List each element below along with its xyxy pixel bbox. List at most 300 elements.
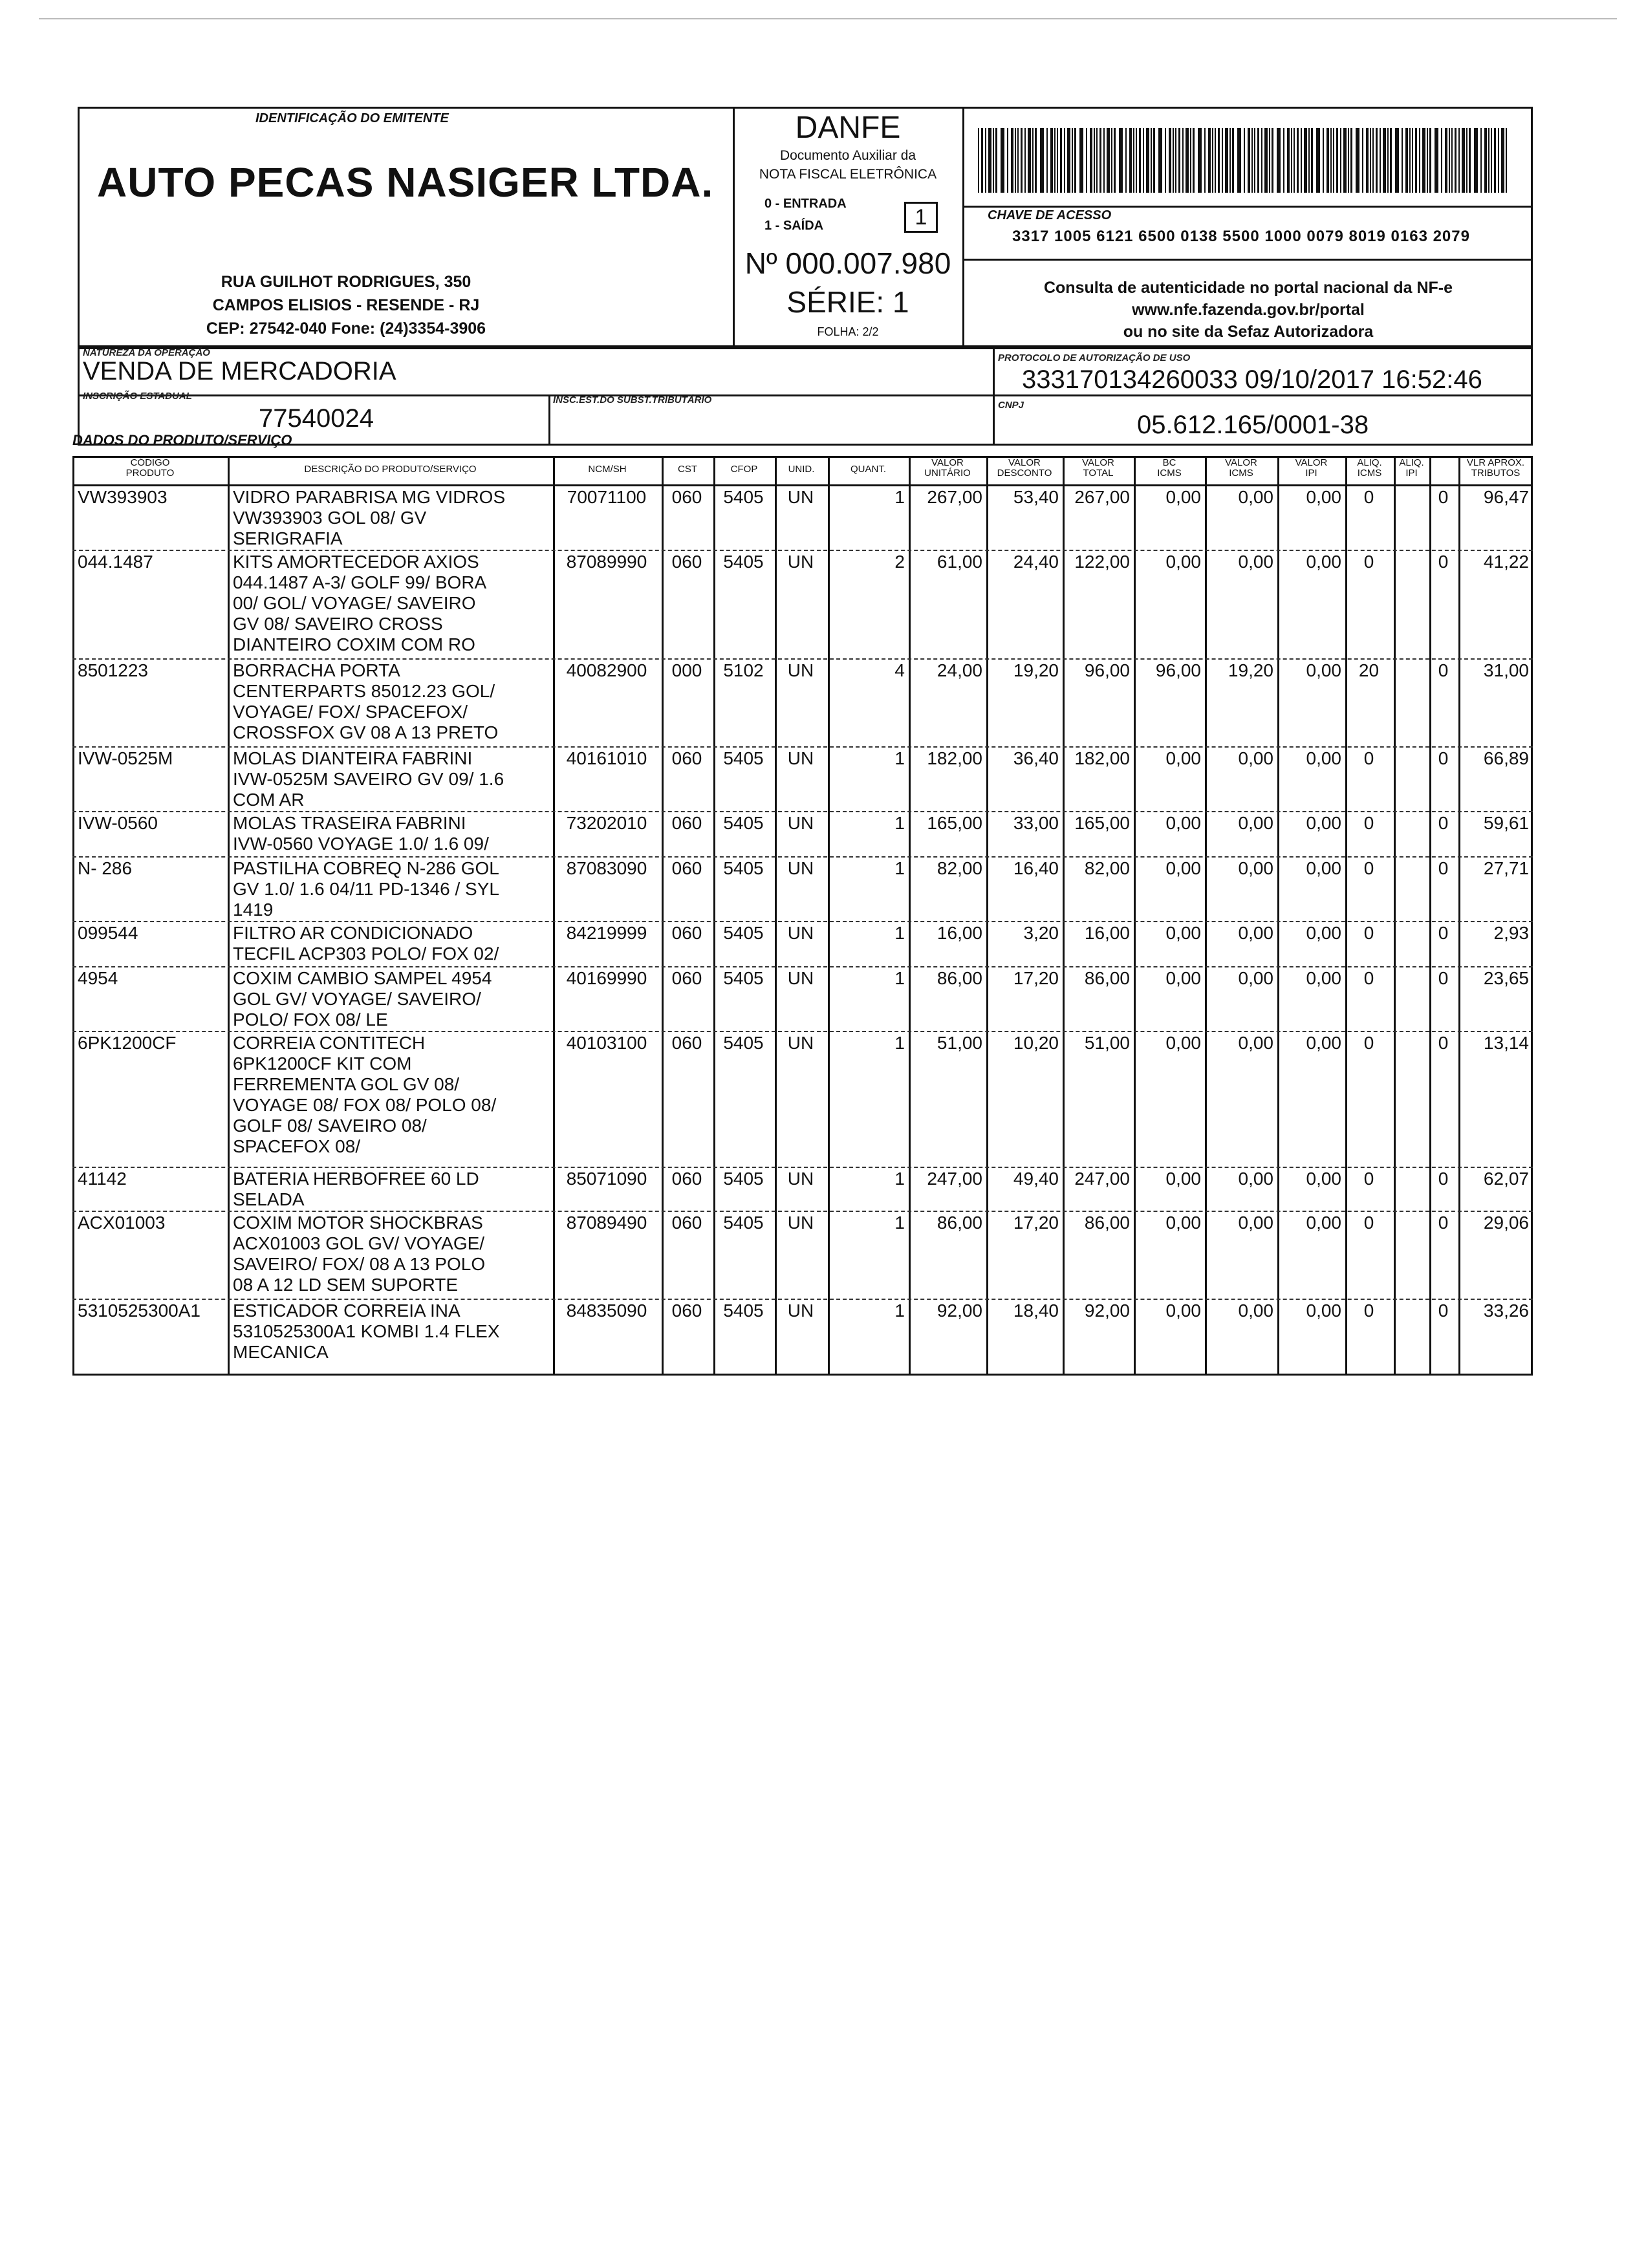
cell-vunit: 82,00 — [937, 858, 982, 878]
cell-ncm: 40103100 — [566, 1033, 647, 1053]
cell-vunit: 86,00 — [937, 1213, 982, 1233]
chave-bottom-line — [962, 259, 1533, 261]
barcode-bar — [1283, 128, 1284, 193]
cell-bc: 0,00 — [1165, 1213, 1201, 1233]
cell-codigo: IVW-0525M — [78, 748, 173, 768]
column-divider — [228, 456, 230, 1376]
cell-bc: 0,00 — [1165, 813, 1201, 833]
barcode-bar — [1158, 128, 1162, 193]
barcode-bar — [1064, 128, 1065, 193]
cell-bc: 0,00 — [1165, 858, 1201, 878]
cell-vdesc: 3,20 — [1023, 923, 1059, 943]
emitente-section-label: IDENTIFICAÇÃO DO EMITENTE — [255, 111, 449, 125]
barcode-bar — [1484, 128, 1487, 193]
cell-aicms: 20 — [1358, 660, 1380, 680]
row-separator — [72, 811, 1533, 812]
header-descricao: DESCRIÇÃO DO PRODUTO/SERVIÇO — [304, 464, 477, 475]
barcode-bar — [1308, 128, 1310, 193]
cell-bc: 0,00 — [1165, 1033, 1201, 1053]
barcode-bar — [1301, 128, 1302, 193]
barcode-bar — [1017, 128, 1019, 193]
barcode-bar — [1096, 128, 1098, 193]
consulta-line3: ou no site da Sefaz Autorizadora — [1123, 323, 1374, 341]
cell-codigo: 4954 — [78, 968, 118, 988]
cell-descricao-line: 08 A 12 LD SEM SUPORTE — [233, 1275, 459, 1295]
barcode-bar — [1099, 128, 1101, 193]
barcode-bar — [1193, 128, 1195, 193]
column-divider — [553, 456, 555, 1376]
cell-unid: UN — [787, 487, 814, 507]
cell-codigo: 6PK1200CF — [78, 1033, 177, 1053]
cell-aicms: 0 — [1363, 1213, 1374, 1233]
header-vdesc-line1: VALOR — [1008, 457, 1041, 468]
header-vdesc-line2: DESCONTO — [997, 468, 1052, 479]
barcode-bar — [1494, 128, 1496, 193]
header-tributos — [1458, 458, 1533, 479]
barcode-bar — [1153, 128, 1155, 193]
cnpj-value: 05.612.165/0001-38 — [1137, 411, 1369, 439]
cell-unid: UN — [787, 1301, 814, 1321]
cell-unid: UN — [787, 1213, 814, 1233]
emitente-address — [97, 270, 595, 340]
cell-vipi: 0,00 — [1306, 813, 1341, 833]
cell-vdesc: 17,20 — [1013, 968, 1059, 988]
barcode-bar — [1395, 128, 1399, 193]
cell-vunit: 16,00 — [937, 923, 982, 943]
barcode-bar — [988, 128, 991, 193]
barcode-bar — [1198, 128, 1202, 193]
cell-cst: 060 — [671, 748, 702, 768]
entrada-option: 0 - ENTRADA — [764, 197, 847, 211]
barcode-bar — [1111, 128, 1112, 193]
cell-trib: 13,14 — [1483, 1033, 1529, 1053]
row-separator — [72, 1031, 1533, 1032]
cell-vunit: 61,00 — [937, 552, 982, 572]
cell-unid: UN — [787, 858, 814, 878]
column-divider — [909, 456, 911, 1376]
header-vipi-line1: VALOR — [1295, 457, 1328, 468]
cell-descricao-line: 5310525300A1 KOMBI 1.4 FLEX — [233, 1321, 500, 1341]
barcode-bar — [981, 128, 983, 193]
cell-bc: 0,00 — [1165, 968, 1201, 988]
cell-codigo: 41142 — [78, 1169, 127, 1189]
column-divider — [1277, 456, 1279, 1376]
barcode-bar — [1015, 128, 1016, 193]
natureza-value: VENDA DE MERCADORIA — [83, 357, 396, 385]
barcode-bar — [1261, 128, 1262, 193]
cell-vtot: 16,00 — [1084, 923, 1130, 943]
header-quant: QUANT. — [850, 464, 886, 475]
cell-vtot: 122,00 — [1074, 552, 1130, 572]
barcode-bar — [1035, 128, 1037, 193]
barcode-bar — [1057, 128, 1058, 193]
header-vtot-line1: VALOR — [1082, 457, 1114, 468]
barcode-bar — [1103, 128, 1105, 193]
cell-vdesc: 10,20 — [1013, 1033, 1059, 1053]
barcode-bar — [1348, 128, 1349, 193]
barcode-bar — [1409, 128, 1411, 193]
cell-descricao-line: CROSSFOX GV 08 A 13 PRETO — [233, 722, 499, 742]
cell-aipi: 0 — [1438, 660, 1449, 680]
barcode-bar — [1054, 128, 1056, 193]
barcode-bar — [1218, 128, 1220, 193]
barcode-bar — [1277, 128, 1281, 193]
column-divider — [662, 456, 664, 1376]
nota-serie: SÉRIE: 1 — [786, 285, 909, 319]
barcode-bar — [1125, 128, 1127, 193]
cell-descricao-line: 6PK1200CF KIT COM — [233, 1053, 412, 1074]
barcode-bar — [1254, 128, 1255, 193]
cell-vicms: 0,00 — [1238, 1213, 1273, 1233]
column-divider — [1205, 456, 1207, 1376]
consulta-url: www.nfe.fazenda.gov.br/portal — [1132, 301, 1365, 319]
barcode-bar — [1175, 128, 1176, 193]
cell-ncm: 87089490 — [566, 1213, 647, 1233]
cell-descricao-line: COXIM MOTOR SHOCKBRAS — [233, 1213, 483, 1233]
barcode-bar — [1257, 128, 1259, 193]
barcode-bar — [1173, 128, 1174, 193]
cell-vipi: 0,00 — [1306, 487, 1341, 507]
barcode-bar — [1297, 128, 1299, 193]
cell-cfop: 5405 — [723, 1033, 764, 1053]
barcode-bar — [1222, 128, 1223, 193]
cell-cst: 060 — [671, 858, 702, 878]
column-divider — [828, 456, 830, 1376]
cell-quant: 1 — [894, 858, 905, 878]
cell-unid: UN — [787, 813, 814, 833]
cell-bc: 0,00 — [1165, 1301, 1201, 1321]
cell-unid: UN — [787, 923, 814, 943]
header-bc-line2: ICMS — [1157, 468, 1182, 479]
barcode-bar — [1264, 128, 1268, 193]
header-trib-line2: TRIBUTOS — [1471, 468, 1521, 479]
danfe-title: DANFE — [795, 111, 901, 145]
cell-cfop: 5405 — [723, 1169, 764, 1189]
cell-aipi: 0 — [1438, 1169, 1449, 1189]
cell-vdesc: 36,40 — [1013, 748, 1059, 768]
cell-bc: 0,00 — [1165, 748, 1201, 768]
cell-vtot: 86,00 — [1084, 1213, 1130, 1233]
chave-acesso-label: CHAVE DE ACESSO — [988, 208, 1112, 222]
cell-descricao-line: BATERIA HERBOFREE 60 LD — [233, 1169, 479, 1189]
cell-trib: 29,06 — [1483, 1213, 1529, 1233]
header-vicms-line2: ICMS — [1229, 468, 1253, 479]
cell-vtot: 82,00 — [1084, 858, 1130, 878]
row-separator — [72, 550, 1533, 551]
barcode-bar — [1412, 128, 1413, 193]
cell-ncm: 84835090 — [566, 1301, 647, 1321]
header-vunit-line2: UNITÁRIO — [924, 468, 971, 479]
cell-cst: 060 — [671, 968, 702, 988]
barcode-bar — [1445, 128, 1447, 193]
cell-cst: 060 — [671, 552, 702, 572]
cell-aipi: 0 — [1438, 968, 1449, 988]
barcode-bar — [1182, 128, 1184, 193]
cell-cfop: 5405 — [723, 1301, 764, 1321]
header-valor-icms — [1205, 458, 1277, 479]
cell-aipi: 0 — [1438, 858, 1449, 878]
barcode-bar — [1107, 128, 1110, 193]
barcode-bar — [1165, 128, 1166, 193]
cell-aicms: 0 — [1363, 813, 1374, 833]
cell-aicms: 0 — [1363, 552, 1374, 572]
column-divider — [1063, 456, 1065, 1376]
row-separator — [72, 746, 1533, 748]
tipo-operacao-legend — [764, 193, 847, 237]
barcode-bar — [1383, 128, 1386, 193]
header-codigo — [72, 458, 228, 479]
cell-vicms: 0,00 — [1238, 1301, 1273, 1321]
cell-aicms: 0 — [1363, 1033, 1374, 1053]
cell-descricao-line: GV 1.0/ 1.6 04/11 PD-1346 / SYL — [233, 879, 499, 899]
cell-vunit: 86,00 — [937, 968, 982, 988]
cell-codigo: IVW-0560 — [78, 813, 158, 833]
barcode-bar — [978, 128, 979, 193]
barcode-bar — [1269, 128, 1270, 193]
cell-codigo: 099544 — [78, 923, 138, 943]
cell-vdesc: 49,40 — [1013, 1169, 1059, 1189]
barcode-bar — [1225, 128, 1228, 193]
cell-vipi: 0,00 — [1306, 968, 1341, 988]
column-divider — [1134, 456, 1136, 1376]
barcode-bar — [1021, 128, 1023, 193]
barcode-bar — [1237, 128, 1241, 193]
cell-unid: UN — [787, 1169, 814, 1189]
inscricao-estadual-label: INSCRIÇÃO ESTADUAL — [83, 391, 192, 402]
cell-ncm: 70071100 — [567, 487, 647, 507]
saida-option: 1 - SAÍDA — [764, 219, 824, 233]
cell-aipi: 0 — [1438, 813, 1449, 833]
cell-ncm: 87083090 — [566, 858, 647, 878]
barcode-bar — [1469, 128, 1471, 193]
barcode-bar — [1323, 128, 1324, 193]
row-separator — [72, 966, 1533, 967]
insc-subst-tributario-label: INSC.EST.DO SUBST.TRIBUTÁRIO — [553, 394, 712, 405]
cell-cfop: 5102 — [723, 660, 764, 680]
barcode-bar — [1390, 128, 1392, 193]
header-cfop: CFOP — [730, 464, 758, 475]
barcode-bar — [1067, 128, 1070, 193]
barcode-bar — [1079, 128, 1083, 193]
cell-vdesc: 17,20 — [1013, 1213, 1059, 1233]
cell-descricao-line: FILTRO AR CONDICIONADO — [233, 923, 473, 943]
cell-aipi: 0 — [1438, 923, 1449, 943]
cell-vicms: 0,00 — [1238, 748, 1273, 768]
cell-descricao-line: IVW-0560 VOYAGE 1.0/ 1.6 09/ — [233, 834, 489, 854]
header-aicms-line2: ICMS — [1357, 468, 1382, 479]
barcode-bar — [1501, 128, 1504, 193]
barcode-bar — [1204, 128, 1206, 193]
cell-trib: 62,07 — [1483, 1169, 1529, 1189]
barcode-bar — [1190, 128, 1191, 193]
barcode-bar — [1343, 128, 1347, 193]
barcode-bar — [1330, 128, 1332, 193]
cell-vipi: 0,00 — [1306, 1169, 1341, 1189]
cell-descricao-line: FERREMENTA GOL GV 08/ — [233, 1074, 460, 1094]
cell-vipi: 0,00 — [1306, 552, 1341, 572]
cell-trib: 27,71 — [1483, 858, 1529, 878]
inscricao-estadual-value: 77540024 — [259, 404, 374, 433]
cell-descricao-line: IVW-0525M SAVEIRO GV 09/ 1.6 — [233, 769, 504, 789]
cell-vipi: 0,00 — [1306, 1033, 1341, 1053]
cell-descricao-line: BORRACHA PORTA — [233, 660, 400, 680]
cell-descricao-line: GOL GV/ VOYAGE/ SAVEIRO/ — [233, 989, 481, 1009]
cell-codigo: VW393903 — [78, 487, 168, 507]
column-divider — [1429, 456, 1431, 1376]
barcode-bar — [1362, 128, 1363, 193]
cell-aicms: 0 — [1363, 1301, 1374, 1321]
cell-bc: 0,00 — [1165, 487, 1201, 507]
cell-vtot: 92,00 — [1084, 1301, 1130, 1321]
header-vunit-line1: VALOR — [931, 457, 964, 468]
cell-descricao-line: SERIGRAFIA — [233, 528, 343, 548]
cell-vdesc: 24,40 — [1013, 552, 1059, 572]
cell-vicms: 0,00 — [1238, 1033, 1273, 1053]
barcode-bar — [1072, 128, 1073, 193]
cell-ncm: 87089990 — [566, 552, 647, 572]
cell-vunit: 267,00 — [927, 487, 982, 507]
cell-cfop: 5405 — [723, 748, 764, 768]
cell-cst: 060 — [671, 1033, 702, 1053]
cell-cfop: 5405 — [723, 487, 764, 507]
cell-trib: 41,22 — [1483, 552, 1529, 572]
barcode-bar — [1208, 128, 1211, 193]
cell-descricao-line: CENTERPARTS 85012.23 GOL/ — [233, 681, 495, 701]
barcode-bar — [1229, 128, 1231, 193]
header-vtot — [1063, 458, 1134, 479]
cell-cst: 060 — [671, 487, 702, 507]
header-aicms-line1: ALIQ. — [1357, 457, 1382, 468]
barcode-bar — [1419, 128, 1420, 193]
barcode-bar — [1001, 128, 1004, 193]
nota-folha: FOLHA: 2/2 — [817, 325, 879, 338]
barcode-bar — [1311, 128, 1313, 193]
produtos-header-bottom — [72, 484, 1533, 486]
cell-cst: 000 — [671, 660, 702, 680]
cell-aicms: 0 — [1363, 1169, 1374, 1189]
cell-vtot: 51,00 — [1084, 1033, 1130, 1053]
barcode-bar — [1129, 128, 1132, 193]
barcode-bar — [1090, 128, 1092, 193]
cell-descricao-line: VOYAGE 08/ FOX 08/ POLO 08/ — [233, 1095, 497, 1115]
cell-trib: 2,93 — [1493, 923, 1529, 943]
cell-descricao-line: GOLF 08/ SAVEIRO 08/ — [233, 1116, 427, 1136]
cell-codigo: 5310525300A1 — [78, 1301, 200, 1321]
header-vtot-line2: TOTAL — [1083, 468, 1114, 479]
barcode-bar — [1455, 128, 1456, 193]
tipo-operacao-value: 1 — [904, 202, 938, 233]
cell-aicms: 0 — [1363, 858, 1374, 878]
barcode-bar — [1232, 128, 1234, 193]
header-bc-line1: BC — [1162, 457, 1176, 468]
barcode-bar — [1032, 128, 1034, 193]
cell-vdesc: 16,40 — [1013, 858, 1059, 878]
cell-descricao-line: MOLAS DIANTEIRA FABRINI — [233, 748, 473, 768]
header-ncm: NCM/SH — [588, 464, 627, 475]
cell-cst: 060 — [671, 1301, 702, 1321]
header-cst: CST — [678, 464, 697, 475]
barcode-bar — [1376, 128, 1378, 193]
barcode-bar — [1151, 128, 1152, 193]
cell-vunit: 51,00 — [937, 1033, 982, 1053]
natureza-label: NATUREZA DA OPERAÇÃO — [83, 347, 210, 358]
cell-quant: 1 — [894, 1301, 905, 1321]
header-codigo-line1: CÓDIGO — [130, 457, 170, 468]
cell-ncm: 40082900 — [566, 660, 647, 680]
barcode-bar — [1415, 128, 1417, 193]
barcode-bar — [1024, 128, 1026, 193]
cell-descricao-line: COXIM CAMBIO SAMPEL 4954 — [233, 968, 492, 988]
cell-vunit: 182,00 — [927, 748, 982, 768]
barcode-bar — [1488, 128, 1489, 193]
barcode-bar — [1146, 128, 1149, 193]
cell-trib: 23,65 — [1483, 968, 1529, 988]
barcode-bar — [1244, 128, 1245, 193]
barcode-bar — [1086, 128, 1087, 193]
chave-acesso-value: 3317 1005 6121 6500 0138 5500 1000 0079 8019 0163 2079 — [1012, 228, 1470, 245]
barcode-bar — [1491, 128, 1492, 193]
cell-cfop: 5405 — [723, 923, 764, 943]
cell-aipi: 0 — [1438, 487, 1449, 507]
column-divider — [713, 456, 715, 1376]
barcode-bar — [1119, 128, 1123, 193]
cell-unid: UN — [787, 552, 814, 572]
cell-vunit: 24,00 — [937, 660, 982, 680]
cell-vtot: 182,00 — [1074, 748, 1130, 768]
cell-unid: UN — [787, 1033, 814, 1053]
barcode-bar — [1251, 128, 1253, 193]
cell-vdesc: 19,20 — [1013, 660, 1059, 680]
row-separator — [72, 1299, 1533, 1300]
cell-vunit: 165,00 — [927, 813, 982, 833]
cell-aipi: 0 — [1438, 748, 1449, 768]
cell-vipi: 0,00 — [1306, 858, 1341, 878]
cell-codigo: 8501223 — [78, 660, 149, 680]
barcode-bar — [1498, 128, 1499, 193]
cell-quant: 1 — [894, 968, 905, 988]
cell-unid: UN — [787, 660, 814, 680]
barcode-bar — [1060, 128, 1062, 193]
barcode-bar — [1435, 128, 1438, 193]
nota-numero: Nº 000.007.980 — [744, 246, 951, 280]
cell-vicms: 0,00 — [1238, 487, 1273, 507]
operacao-row-divider — [78, 394, 1533, 396]
cell-vdesc: 18,40 — [1013, 1301, 1059, 1321]
header-vicms-line1: VALOR — [1225, 457, 1257, 468]
cell-vipi: 0,00 — [1306, 1213, 1341, 1233]
cell-quant: 4 — [894, 660, 905, 680]
barcode-bar — [1074, 128, 1076, 193]
cell-ncm: 85071090 — [566, 1169, 647, 1189]
row-separator — [72, 856, 1533, 858]
barcode-bar — [1287, 128, 1290, 193]
barcode-bar — [1372, 128, 1374, 193]
cell-descricao-line: 044.1487 A-3/ GOLF 99/ BORA — [233, 572, 487, 592]
cell-vipi: 0,00 — [1306, 1301, 1341, 1321]
row-separator — [72, 1211, 1533, 1212]
scan-edge-line — [39, 18, 1617, 19]
barcode-bar — [1046, 128, 1048, 193]
barcode-bar — [1422, 128, 1425, 193]
cell-cst: 060 — [671, 923, 702, 943]
cell-aicms: 0 — [1363, 748, 1374, 768]
protocolo-value: 333170134260033 09/10/2017 16:52:46 — [1022, 365, 1482, 394]
barcode-bar — [1387, 128, 1389, 193]
header-vipi-line2: IPI — [1305, 468, 1317, 479]
barcode-bar — [1480, 128, 1482, 193]
cell-descricao-line: MECANICA — [233, 1342, 329, 1362]
cell-ncm: 40161010 — [566, 748, 647, 768]
